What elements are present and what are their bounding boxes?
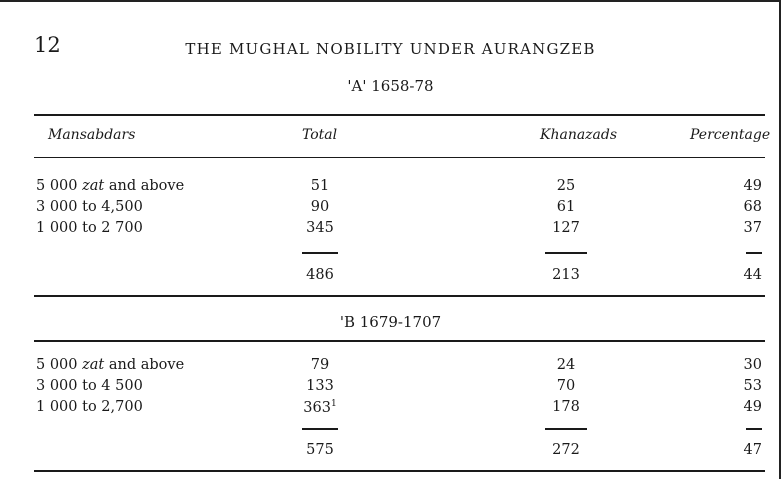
table-row-a3-khanazads: 127 (552, 220, 580, 236)
table-row-b1-total: 79 (310, 357, 330, 373)
table-row-a2-percentage: 68 (743, 199, 762, 215)
table-row-b2-rank: 3 000 to 4 500 (36, 378, 143, 394)
table-row-a3-total: 345 (306, 220, 334, 236)
table-row-a1-percentage: 49 (743, 178, 762, 194)
table-row-a3-rank: 1 000 to 2 700 (36, 220, 143, 236)
subtotal-rule-b-total (302, 428, 338, 430)
subtotal-rule-a-total (302, 252, 338, 254)
table-row-b1-khanazads: 24 (556, 357, 576, 373)
table-row-b3-total: $363^1$ (303, 399, 337, 416)
table-row-b3-rank: 1 000 to 2,700 (36, 399, 143, 415)
footnote-marker: 1 (330, 399, 337, 409)
section-a-total: 486 (306, 267, 334, 283)
table-row-a1-total: 51 (310, 178, 330, 194)
table-row-a1-khanazads: 25 (556, 178, 576, 194)
subtotal-rule-a-percentage (746, 252, 762, 254)
table-row-b3-percentage: 49 (743, 399, 762, 415)
section-b-percentage-total: 47 (743, 442, 762, 458)
table-row-a3-percentage: 37 (743, 220, 762, 236)
table-top-rule (34, 114, 765, 116)
section-a-heading: 'A' 1658-78 (347, 77, 434, 95)
table-row-a2-khanazads: 61 (556, 199, 576, 215)
table-row-b2-total: 133 (306, 378, 334, 394)
table-row-b1-percentage: 30 (743, 357, 762, 373)
section-a-percentage-total: 44 (743, 267, 762, 283)
table-row-a2-total: 90 (310, 199, 330, 215)
table-row-b3-khanazads: 178 (552, 399, 580, 415)
table-row-b1-rank: 5 000 zat and above (36, 357, 185, 373)
section-b-top-rule (34, 340, 765, 342)
section-b-khanazads-total: 272 (552, 442, 580, 458)
subtotal-rule-b-percentage (746, 428, 762, 430)
page-frame-top (0, 0, 781, 2)
header-percentage: Percentage (690, 127, 771, 143)
section-b-heading: 'B 1679-1707 (339, 313, 442, 331)
subtotal-rule-b-khanazads (545, 428, 587, 430)
table-bottom-rule (34, 470, 765, 472)
table-row-b2-khanazads: 70 (556, 378, 576, 394)
table-row-a1-rank: 5 000 zat and above (36, 178, 185, 194)
header-total: Total (302, 127, 338, 143)
header-khanazads: Khanazads (540, 127, 618, 143)
table-row-b2-percentage: 53 (743, 378, 762, 394)
header-mansabdars: Mansabdars (48, 127, 136, 143)
header-bottom-rule (34, 157, 765, 158)
section-divider-rule (34, 295, 765, 297)
table-row-a2-rank: 3 000 to 4,500 (36, 199, 143, 215)
page-number: 12 (34, 33, 61, 57)
section-b-total: 575 (306, 442, 334, 458)
subtotal-rule-a-khanazads (545, 252, 587, 254)
section-a-khanazads-total: 213 (552, 267, 580, 283)
running-title: THE MUGHAL NOBILITY UNDER AURANGZEB (185, 40, 596, 58)
